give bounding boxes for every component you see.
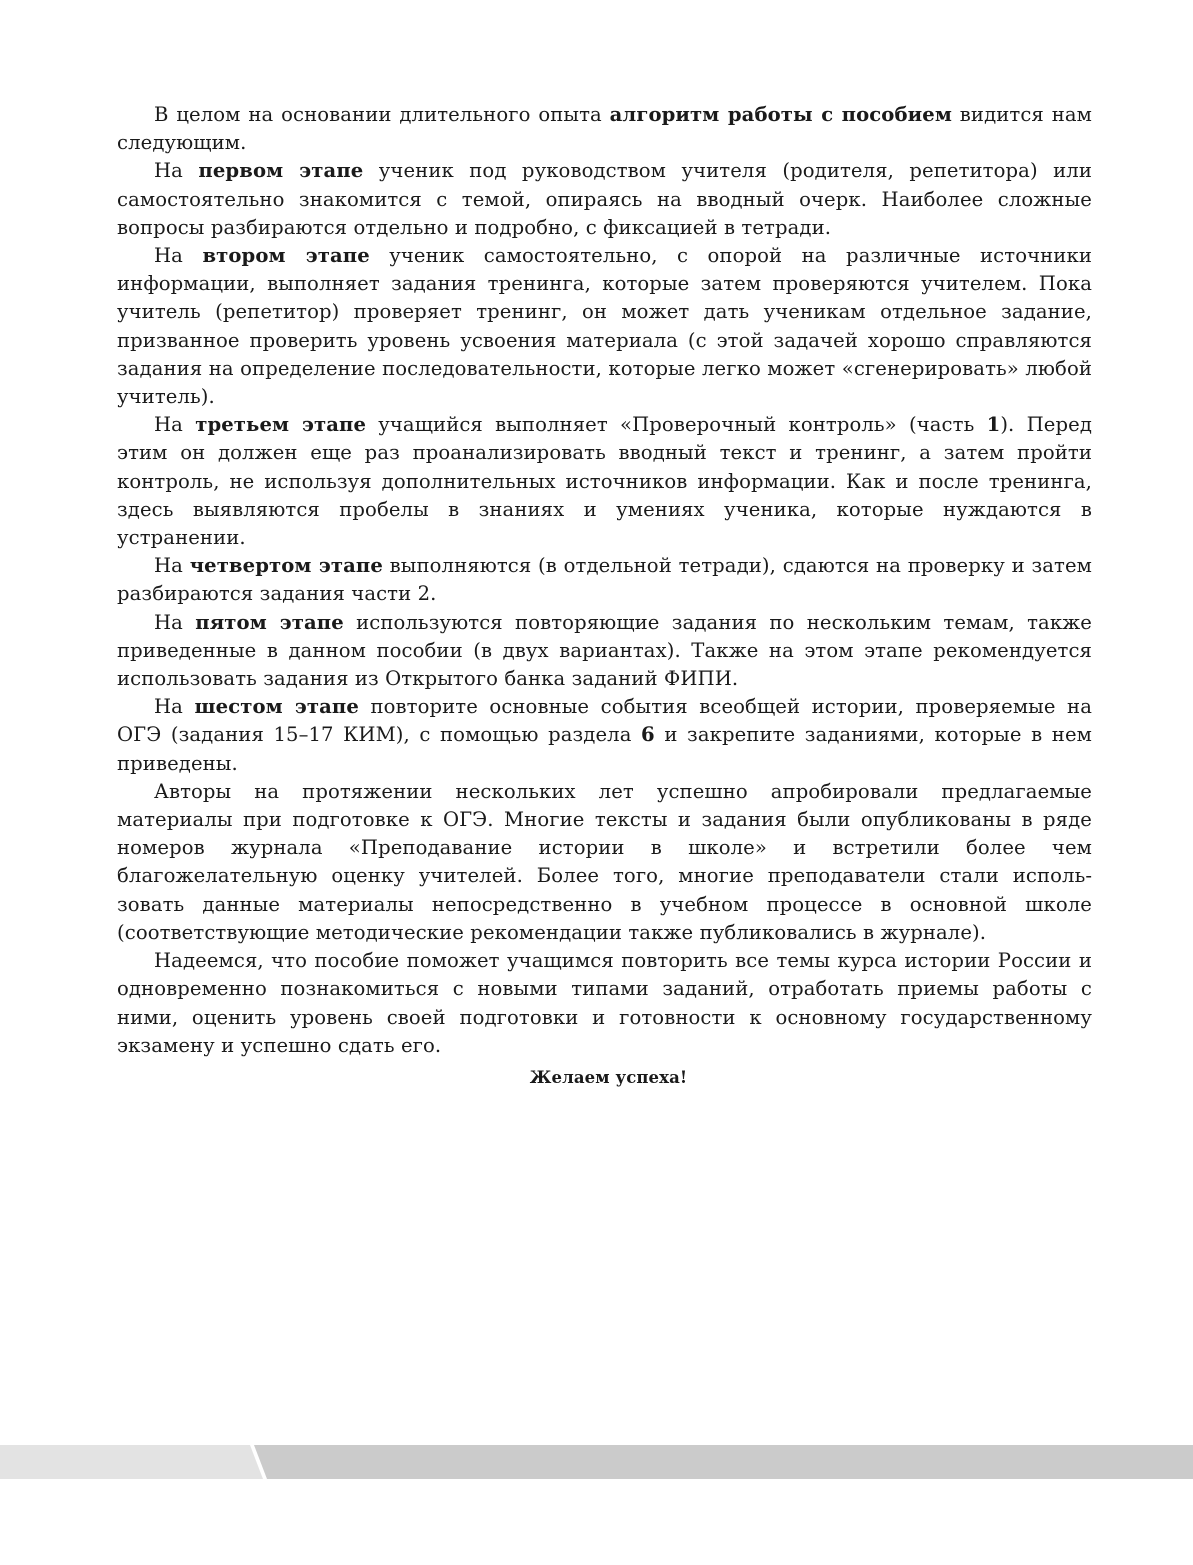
closing-wish: Желаем успеха! [529, 1067, 688, 1087]
paragraph-stage-4: На четвертом этапе выполняются (в отдельной тетради), сдаются на проверку и затем разбираются задания части 2. [117, 554, 1092, 606]
paragraph-intro: В целом на основании длительного опыта алгоритм работы с пособием видится нам следующим. [117, 103, 1092, 155]
paragraph-stage-6: На шестом этапе повторите основные события всеобщей истории, проверяемые на ОГЭ (задания 15–17 КИМ), с помощью раздела 6 и закрепите заданиями, которые в нем приведены. [117, 695, 1092, 775]
footer-decorative-bar [0, 1445, 1193, 1479]
paragraph-stage-3: На третьем этапе учащийся выполняет «Проверочный контроль» (часть 1). Перед этим он должен еще раз проанализировать вводный текст и тренинг, а затем пройти контроль, не используя дополнительных источников информации. Как и после тренинга, здесь выявляются пробелы в знаниях и умениях ученика, которые нуждаются в устранении. [117, 413, 1092, 550]
paragraph-authors: Авторы на протяжении нескольких лет успешно апробировали предлагаемые материалы при подготовке к ОГЭ. Многие тексты и задания были опубликованы в ряде номеров журнала «Преподавание истории в школе» и встретили более чем благожелательную оценку учителей. Более того, многие преподаватели стали использовать данные материалы непосредственно в учебном процессе в основной школе (соответствующие методические рекомендации также публиковались в журнале). [117, 779, 1092, 944]
paragraph-stage-1: На первом этапе ученик под руководством учителя (родителя, репетитора) или самостоятельно знакомится с темой, опираясь на вводный очерк. Наиболее сложные вопросы разбираются отдельно и подробно, с фиксацией в тетради. [117, 159, 1092, 239]
footer-bar-light-segment [0, 1445, 263, 1479]
paragraph-hope: Надеемся, что пособие поможет учащимся повторить все темы курса истории России и одновременно познакомиться с новыми типами заданий, отработать приемы работы с ними, оценить уровень своей подготовки и готовности к основному государственному экзамену и успешно сдать его. [117, 949, 1092, 1057]
body-text [117, 101, 1092, 1090]
paragraph-stage-2: На втором этапе ученик самостоятельно, с опорой на различные источники информации, выполняет задания тренинга, которые затем проверяются учителем. Пока учитель (репетитор) проверяет тренинг, он может дать ученикам отдельное задание, призванное проверить уровень усвоения материала (с этой задачей хорошо справляются задания на определение последовательности, которые легко может «сгенерировать» любой учитель). [117, 244, 1092, 409]
footer-bar-dark-segment [254, 1445, 1193, 1479]
paragraph-stage-5: На пятом этапе используются повторяющие задания по нескольким темам, также приведенные в данном пособии (в двух вариантах). Также на этом этапе рекомендуется использовать задания из Открытого банка заданий ФИПИ. [117, 610, 1092, 691]
footer-bar-graphic [0, 1445, 1193, 1479]
